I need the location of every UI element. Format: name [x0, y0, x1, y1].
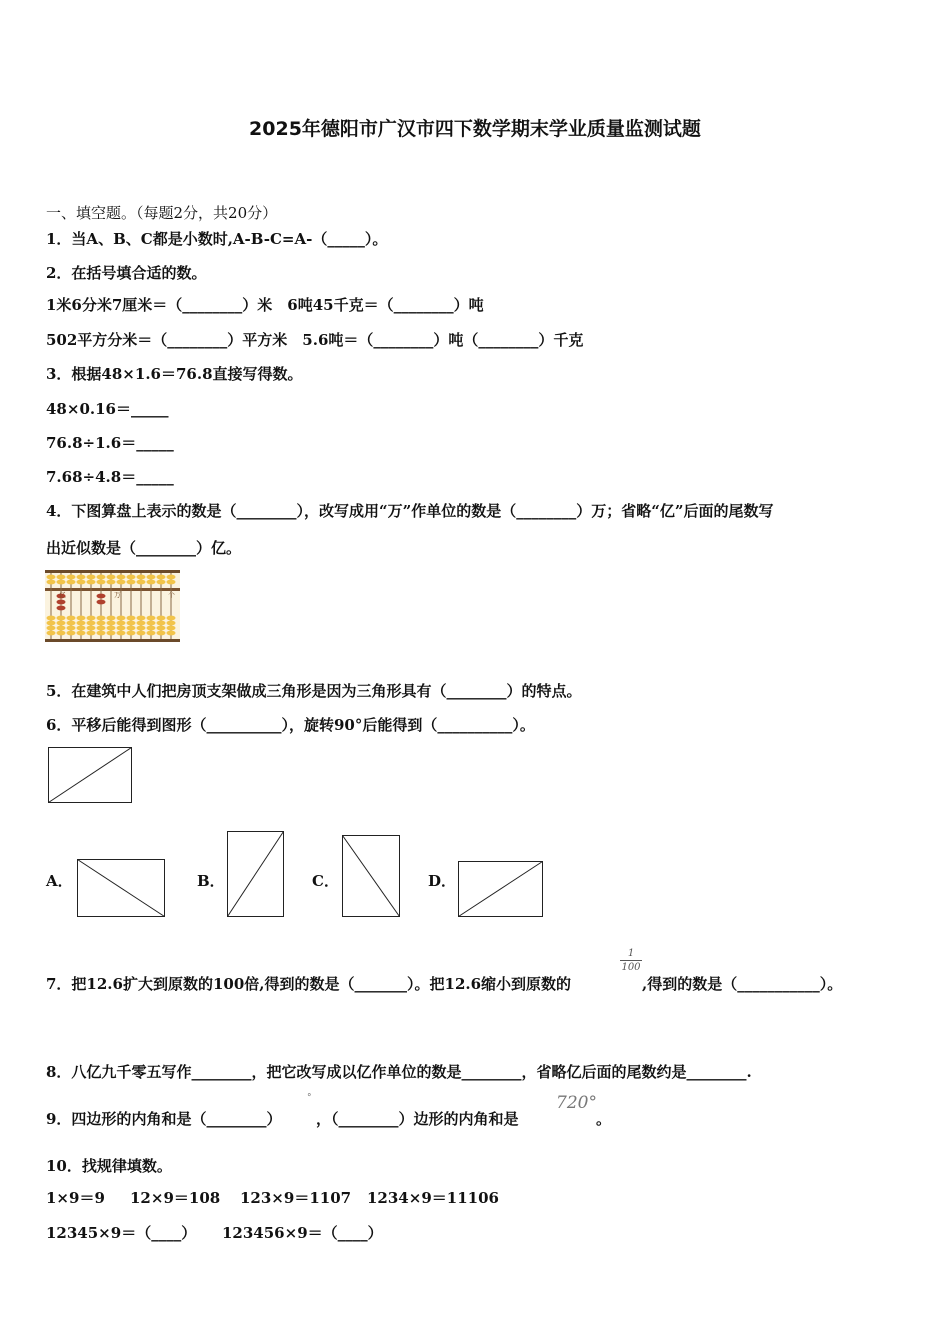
question-2: 2．在括号填合适的数。: [46, 264, 207, 282]
abacus-bead: [77, 575, 86, 580]
abacus-bead: [147, 631, 156, 636]
abacus-bead: [127, 626, 136, 631]
abacus-bead-counted: [97, 594, 106, 599]
abacus-bead: [47, 626, 56, 631]
abacus-bead: [167, 616, 176, 621]
abacus-bead: [87, 626, 96, 631]
abacus-bead: [97, 626, 106, 631]
abacus-bead: [157, 631, 166, 636]
abacus-label-ge: 个: [168, 591, 175, 599]
question-4-continued: 出近似数是（________）亿。: [46, 539, 242, 557]
option-d-label: D．: [428, 872, 457, 890]
abacus-bead: [97, 580, 106, 585]
abacus-bead: [147, 575, 156, 580]
abacus-bead: [97, 575, 106, 580]
option-a-figure: [77, 859, 165, 917]
abacus-bead-counted: [57, 600, 66, 605]
abacus-bead: [67, 575, 76, 580]
abacus-bead: [57, 631, 66, 636]
option-b-label: B．: [197, 872, 225, 890]
fraction-one-hundredth: [620, 948, 642, 973]
question-3: 3．根据48×1.6＝76.8直接写得数。: [46, 365, 303, 383]
angle-720: 720°: [556, 1093, 597, 1113]
abacus-bead: [147, 616, 156, 621]
abacus-bead: [167, 631, 176, 636]
pattern-4: 1234×9＝11106: [367, 1189, 499, 1207]
question-9-end: 。: [596, 1110, 612, 1128]
abacus-bead: [107, 616, 116, 621]
abacus-bead: [117, 575, 126, 580]
abacus-bead: [47, 575, 56, 580]
question-3-item-2: 76.8÷1.6＝_____: [46, 434, 174, 452]
abacus-bead-counted: [57, 606, 66, 611]
abacus-bead: [97, 616, 106, 621]
abacus-bead: [147, 580, 156, 585]
abacus-bead: [87, 580, 96, 585]
abacus-bead: [137, 626, 146, 631]
abacus-bead: [47, 616, 56, 621]
abacus-bead: [67, 616, 76, 621]
pattern-1: 1×9＝9: [46, 1189, 105, 1207]
abacus-bead: [167, 626, 176, 631]
abacus-bead: [157, 616, 166, 621]
abacus-bead: [127, 575, 136, 580]
abacus-label-yi: 亿: [59, 591, 66, 599]
abacus-bead: [77, 626, 86, 631]
abacus-bead: [117, 626, 126, 631]
abacus-bead: [67, 631, 76, 636]
abacus-bead: [97, 621, 106, 626]
pattern-5: 12345×9＝（____）: [46, 1224, 197, 1242]
question-6: 6．平移后能得到图形（__________），旋转90°后能得到（__________）。: [46, 716, 535, 734]
abacus-bead: [147, 626, 156, 631]
abacus-bead: [87, 575, 96, 580]
question-9-part-b: ，（________）边形的内角和是: [316, 1110, 519, 1128]
abacus-bead: [77, 621, 86, 626]
abacus-bead: [167, 575, 176, 580]
abacus-bead: [57, 616, 66, 621]
question-10: 10．找规律填数。: [46, 1157, 172, 1175]
original-figure: [48, 747, 132, 803]
question-7-part-b: ,得到的数是（___________）。: [642, 975, 843, 993]
abacus-bead-counted: [97, 600, 106, 605]
abacus-bead: [157, 626, 166, 631]
pattern-2: 12×9＝108: [130, 1189, 221, 1207]
abacus-bead: [87, 621, 96, 626]
question-3-item-1: 48×0.16＝_____: [46, 400, 169, 418]
abacus-bead: [117, 616, 126, 621]
abacus-bead: [167, 621, 176, 626]
page-title: 2025年德阳市广汉市四下数学期末学业质量监测试题: [249, 118, 701, 140]
abacus-bead: [57, 580, 66, 585]
abacus-bead: [137, 575, 146, 580]
abacus-bead: [47, 580, 56, 585]
abacus-bead: [77, 616, 86, 621]
question-2-line-2: 502平方分米＝（________）平方米 5.6吨＝（________）吨（________）千克: [46, 331, 584, 349]
question-8: 8．八亿九千零五写作________，把它改写成以亿作单位的数是________，省略亿后面的尾数约是________.: [46, 1063, 752, 1081]
fraction-denominator: 100: [621, 962, 641, 973]
abacus-bead: [107, 631, 116, 636]
pattern-6: 123456×9＝（____）: [222, 1224, 383, 1242]
abacus-bead: [137, 616, 146, 621]
abacus-bead: [147, 621, 156, 626]
question-7-part-a: 7．把12.6扩大到原数的100倍,得到的数是（_______）。把12.6缩小到原数的: [46, 975, 572, 993]
abacus-bead: [47, 621, 56, 626]
option-c-figure: [342, 835, 400, 917]
option-c-label: C．: [312, 872, 339, 890]
abacus-bead: [157, 580, 166, 585]
abacus-bead: [87, 616, 96, 621]
abacus-bead: [57, 575, 66, 580]
abacus-bead: [67, 626, 76, 631]
abacus-bead: [77, 631, 86, 636]
abacus-bead: [157, 575, 166, 580]
abacus-bead: [127, 580, 136, 585]
option-a-label: A．: [46, 872, 73, 890]
abacus-bead: [57, 621, 66, 626]
abacus-bead: [67, 580, 76, 585]
option-b-figure: [227, 831, 284, 917]
abacus-bead: [87, 631, 96, 636]
abacus-bead: [167, 580, 176, 585]
abacus-bead: [127, 621, 136, 626]
abacus-bead: [77, 580, 86, 585]
abacus-bead: [127, 631, 136, 636]
abacus-bead: [117, 631, 126, 636]
question-4: 4．下图算盘上表示的数是（________），改写成用“万”作单位的数是（________）万；省略“亿”后面的尾数写: [46, 502, 774, 520]
abacus-bead: [67, 621, 76, 626]
abacus-bead: [107, 580, 116, 585]
abacus-image: [45, 570, 180, 642]
abacus-bead: [97, 631, 106, 636]
question-2-line-1: 1米6分米7厘米＝（________）米 6吨45千克＝（________）吨: [46, 296, 484, 314]
option-d-figure: [458, 861, 543, 917]
abacus-bead: [157, 621, 166, 626]
abacus-bead: [127, 616, 136, 621]
abacus-bead: [117, 580, 126, 585]
abacus-bead: [107, 626, 116, 631]
question-1: 1．当A、B、C都是小数时,A-B-C=A-（_____）。: [46, 230, 388, 248]
abacus-bead: [107, 575, 116, 580]
section-heading: 一、填空题。（每题2分，共20分）: [46, 204, 278, 222]
abacus-bead: [107, 621, 116, 626]
abacus-bead: [57, 626, 66, 631]
fraction-numerator: 1: [627, 948, 635, 959]
abacus-label-wan: 万: [114, 591, 121, 599]
question-3-item-3: 7.68÷4.8＝_____: [46, 468, 174, 486]
abacus-bead: [137, 580, 146, 585]
abacus-bead: [117, 621, 126, 626]
question-9-part-a: 9．四边形的内角和是（________）: [46, 1110, 282, 1128]
degree-symbol: °: [307, 1093, 312, 1103]
abacus-bead: [47, 631, 56, 636]
question-5: 5．在建筑中人们把房顶支架做成三角形是因为三角形具有（________）的特点。: [46, 682, 582, 700]
abacus-bead: [137, 621, 146, 626]
abacus-bead: [137, 631, 146, 636]
pattern-3: 123×9＝1107: [240, 1189, 352, 1207]
